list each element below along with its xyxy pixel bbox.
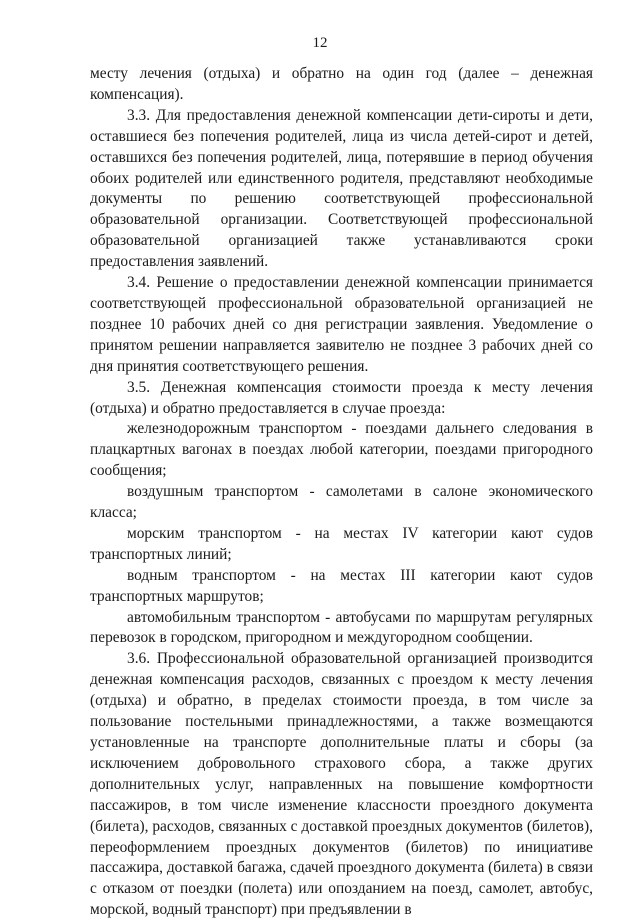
paragraph-3-5: 3.5. Денежная компенсация стоимости проезда к месту лечения (отдыха) и обратно предоставляется в случае проезда: <box>90 378 593 417</box>
paragraph-continuation: месту лечения (отдыха) и обратно на один год (далее – денежная компенсация). <box>90 65 593 103</box>
paragraph-3-3: 3.3. Для предоставления денежной компенсации дети-сироты и дети, оставшиеся без попечения родителей, лица из числа детей-сирот и детей, оставшихся без попечения родителей, лица, потерявшие в период обучения обоих родителей или единственного родителя, представляют необходимые документы по решению соответствующей профессиональной образовательной организации. Соответствующей профессиональной образовательной организацией также устанавливаются сроки предоставления заявлений. <box>90 106 593 271</box>
list-item-road: автомобильным транспортом - автобусами по маршрутам регулярных перевозок в городском, пригородном и междугородном сообщении. <box>90 608 593 647</box>
list-item-air: воздушным транспортом - самолетами в салоне экономического класса; <box>90 483 593 522</box>
page-number: 12 <box>312 35 328 51</box>
document-body <box>90 64 593 921</box>
list-item-water: водным транспортом - на местах III категории кают судов транспортных маршрутов; <box>90 566 593 605</box>
list-item-rail: железнодорожным транспортом - поездами дальнего следования в плацкартных вагонах в поездах любой категории, поездами пригородного сообщения; <box>90 420 593 480</box>
paragraph-3-4: 3.4. Решение о предоставлении денежной компенсации принимается соответствующей профессиональной образовательной организацией не позднее 10 рабочих дней со дня регистрации заявления. Уведомление о принятом решении направляется заявителю не позднее 3 рабочих дней со дня принятия соответствующего решения. <box>90 274 593 375</box>
list-item-sea: морским транспортом - на местах IV категории кают судов транспортных линий; <box>90 524 593 563</box>
paragraph-3-6: 3.6. Профессиональной образовательной организацией производится денежная компенсация расходов, связанных с проездом к месту лечения (отдыха) и обратно, в пределах стоимости проезда, в том числе за пользование постельными принадлежностями, а также возмещаются установленные на транспорте дополнительные платы и сборы (за исключением добровольного страхового сбора, а также других дополнительных услуг, направленных на повышение комфортности пассажиров, в том числе изменение классности проездного документа (билета), расходов, связанных с доставкой проездных документов (билетов), переоформлением проездных документов (билетов) по инициативе пассажира, доставкой багажа, сдачей проездного документа (билета) в связи с отказом от поездки (полета) или опозданием на поезд, самолет, автобус, морской, водный транспорт) при предъявлении в <box>90 650 593 919</box>
